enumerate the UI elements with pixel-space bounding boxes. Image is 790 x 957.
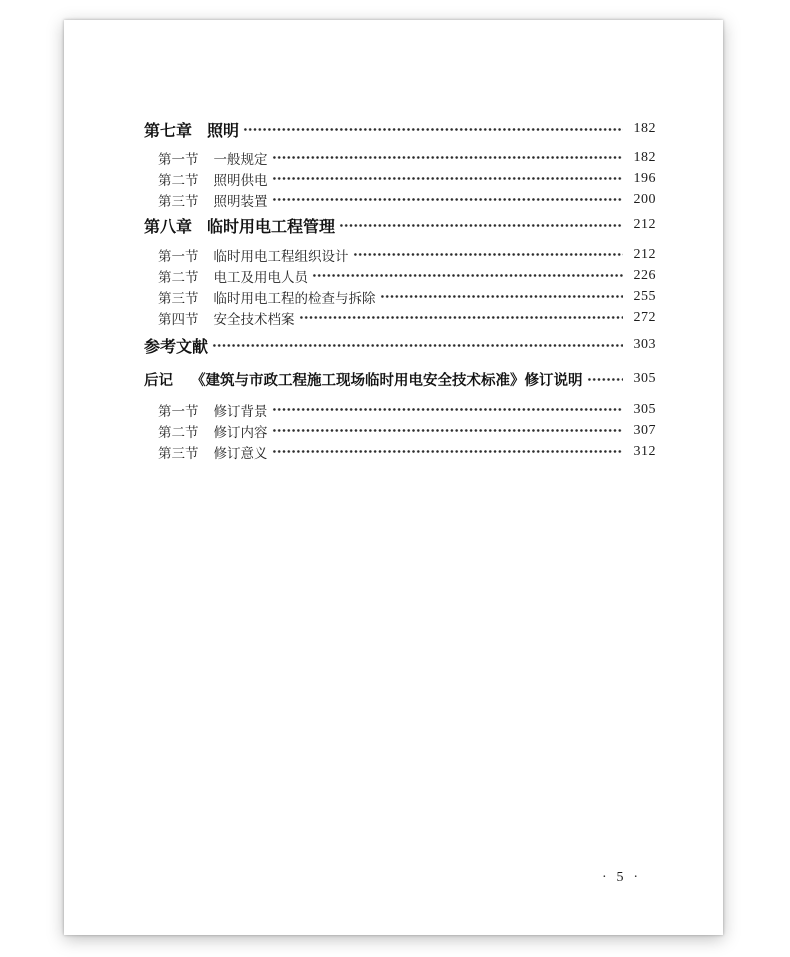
toc-entry-section <box>144 168 656 189</box>
entry-page-number: 305 <box>633 401 656 417</box>
dot-leader <box>272 424 624 437</box>
entry-number: 第一节 <box>158 151 199 167</box>
entry-title: 《建筑与市政工程施工现场临时用电安全技术标准》修订说明 <box>191 372 583 389</box>
toc-entry-section <box>144 441 656 462</box>
entry-title: 电工及用电人员 <box>213 269 308 285</box>
dot-leader <box>212 339 623 352</box>
entry-page-number: 196 <box>633 170 656 186</box>
entry-page-number: 305 <box>633 371 656 386</box>
entry-page-number: 272 <box>633 309 656 325</box>
toc-entry-section <box>144 286 656 307</box>
entry-number: 第二节 <box>158 269 199 285</box>
toc-entry-section <box>144 244 656 265</box>
entry-number: 后记 <box>144 372 173 389</box>
dot-leader <box>353 248 624 261</box>
entry-page-number: 200 <box>633 191 656 207</box>
toc-entry-afterword <box>144 368 656 390</box>
toc-entry-section <box>144 399 656 420</box>
toc-entry-section <box>144 147 656 168</box>
entry-number: 第三节 <box>158 445 199 461</box>
toc-entry-section <box>144 265 656 286</box>
toc-entry-section <box>144 189 656 210</box>
entry-number: 第三节 <box>158 193 199 209</box>
dot-leader <box>243 123 623 136</box>
entry-number: 第二节 <box>158 172 199 188</box>
dot-leader <box>312 269 623 282</box>
entry-number: 第七章 <box>144 122 193 140</box>
toc-entry-references <box>144 334 656 356</box>
dot-leader <box>272 193 624 206</box>
entry-page-number: 212 <box>633 246 656 262</box>
entry-page-number: 182 <box>633 121 656 136</box>
dot-leader <box>272 151 624 164</box>
entry-number: 第三节 <box>158 290 199 306</box>
toc-entry-chapter <box>144 118 656 140</box>
dot-leader <box>272 403 624 416</box>
page-sheet <box>64 20 723 935</box>
entry-title: 一般规定 <box>213 151 268 167</box>
dot-leader <box>272 445 624 458</box>
entry-page-number: 226 <box>633 267 656 283</box>
dot-leader <box>587 373 624 386</box>
entry-number: 第一节 <box>158 403 199 419</box>
footer-page-number: 5 <box>616 870 624 885</box>
entry-number: 第八章 <box>144 218 193 236</box>
entry-number: 第四节 <box>158 311 199 327</box>
entry-title: 修订背景 <box>213 403 268 419</box>
dot-leader <box>339 219 623 232</box>
entry-page-number: 212 <box>633 217 656 232</box>
entry-title: 照明 <box>207 122 240 140</box>
toc-entry-chapter <box>144 214 656 236</box>
toc-entry-section <box>144 420 656 441</box>
entry-page-number: 307 <box>633 422 656 438</box>
entry-title: 临时用电工程管理 <box>207 218 336 236</box>
dot-leader <box>380 290 624 303</box>
dot-leader <box>272 172 624 185</box>
toc-entry-section <box>144 307 656 328</box>
dot-leader <box>299 311 624 324</box>
entry-title: 参考文献 <box>144 338 209 356</box>
footer-left-dot: · <box>602 870 607 885</box>
table-of-contents <box>144 20 656 462</box>
entry-page-number: 303 <box>633 337 656 352</box>
entry-page-number: 182 <box>633 149 656 165</box>
entry-title: 照明供电 <box>213 172 268 188</box>
entry-title: 修订意义 <box>213 445 268 461</box>
page-footer <box>602 868 638 888</box>
entry-title: 临时用电工程的检查与拆除 <box>213 290 376 306</box>
entry-page-number: 312 <box>633 443 656 459</box>
footer-right-dot: · <box>633 870 638 885</box>
entry-title: 照明装置 <box>213 193 268 209</box>
entry-title: 安全技术档案 <box>213 311 295 327</box>
entry-number: 第一节 <box>158 248 199 264</box>
entry-title: 临时用电工程组织设计 <box>213 248 349 264</box>
entry-number: 第二节 <box>158 424 199 440</box>
entry-page-number: 255 <box>633 288 656 304</box>
entry-title: 修订内容 <box>213 424 268 440</box>
